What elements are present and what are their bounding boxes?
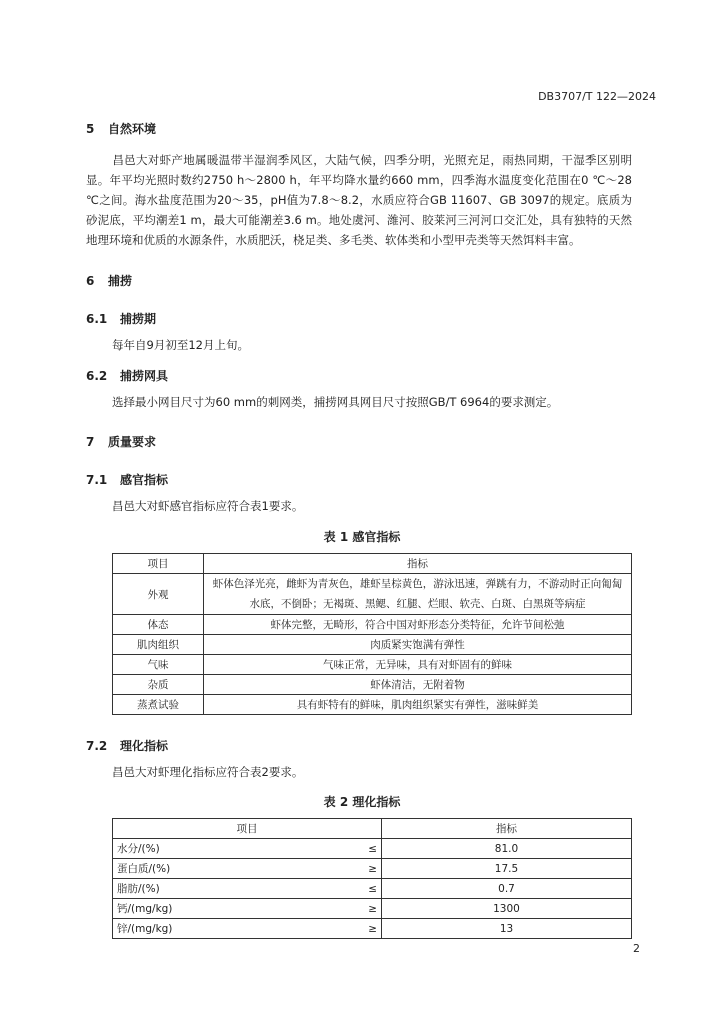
- value-cell: 1300: [382, 899, 632, 919]
- table-2-caption: 表 2 理化指标: [323, 795, 401, 809]
- section-6-heading: [86, 272, 132, 289]
- section-7-1-heading: [86, 471, 168, 488]
- header-cell: 项目: [113, 819, 382, 839]
- section-number: 6.2: [86, 369, 108, 383]
- value-cell: 13: [382, 919, 632, 939]
- operator-cell: ≤: [327, 839, 382, 859]
- item-cell: 气味: [113, 655, 204, 675]
- section-title: 捕捞期: [120, 312, 157, 326]
- item-cell: 体态: [113, 615, 204, 635]
- table-row: [113, 574, 632, 615]
- item-cell: 蛋白质/(%): [113, 859, 328, 879]
- section-7-1-text: 昌邑大对虾感官指标应符合表1要求。: [112, 499, 304, 513]
- item-cell: 蒸煮试验: [113, 695, 204, 715]
- table-row: [113, 899, 632, 919]
- table-header-row: [113, 819, 632, 839]
- item-cell: 钙/(mg/kg): [113, 899, 328, 919]
- item-cell: 水分/(%): [113, 839, 328, 859]
- value-cell: 0.7: [382, 879, 632, 899]
- section-6-1-text: 每年自9月初至12月上旬。: [112, 338, 249, 352]
- table-row: [113, 695, 632, 715]
- section-number: 7.2: [86, 739, 108, 753]
- value-cell: 具有虾特有的鲜味，肌肉组织紧实有弹性，滋味鲜美: [204, 695, 632, 715]
- section-title: 捕捞网具: [120, 369, 169, 383]
- section-6-1-heading: [86, 310, 156, 327]
- table-row: [113, 859, 632, 879]
- operator-cell: ≥: [327, 919, 382, 939]
- section-5-heading: [86, 120, 156, 137]
- table-row: [113, 839, 632, 859]
- section-number: 5: [86, 122, 95, 136]
- item-cell: 外观: [113, 574, 204, 615]
- table-header-row: [113, 554, 632, 574]
- section-title: 自然环境: [108, 122, 157, 136]
- section-number: 6.1: [86, 312, 108, 326]
- item-cell: 脂肪/(%): [113, 879, 328, 899]
- header-cell: 项目: [113, 554, 204, 574]
- table-row: [113, 655, 632, 675]
- table-2-physicochemical: [112, 818, 632, 939]
- table-1-caption: 表 1 感官指标: [323, 530, 401, 544]
- value-cell: 81.0: [382, 839, 632, 859]
- value-cell: 气味正常，无异味，具有对虾固有的鲜味: [204, 655, 632, 675]
- item-cell: 锌/(mg/kg): [113, 919, 328, 939]
- table-row: [113, 879, 632, 899]
- section-title: 感官指标: [120, 473, 169, 487]
- section-number: 7.1: [86, 473, 108, 487]
- section-title: 理化指标: [120, 739, 169, 753]
- section-7-heading: [86, 433, 156, 450]
- table-row: [113, 635, 632, 655]
- value-cell: 虾体完整，无畸形，符合中国对虾形态分类特征，允许节间松弛: [204, 615, 632, 635]
- section-7-2-text: 昌邑大对虾理化指标应符合表2要求。: [112, 765, 304, 779]
- table-1-sensory: [112, 553, 632, 715]
- section-title: 捕捞: [108, 274, 133, 288]
- page-number: 2: [633, 942, 640, 955]
- value-cell: 虾体色泽光亮，雌虾为青灰色，雄虾呈棕黄色，游泳迅速，弹跳有力，不游动时正向匍匐水底，不倒卧；无褐斑、黑鳃、红腿、烂眼、软壳、白斑、白黑斑等病症: [204, 574, 632, 615]
- table-row: [113, 615, 632, 635]
- section-number: 6: [86, 274, 95, 288]
- operator-cell: ≥: [327, 899, 382, 919]
- section-6-2-heading: [86, 367, 168, 384]
- header-cell: 指标: [204, 554, 632, 574]
- header-cell: 指标: [382, 819, 632, 839]
- section-7-2-heading: [86, 737, 168, 754]
- paragraph-text: 昌邑大对虾产地属暖温带半湿润季风区，大陆气候，四季分明，光照充足，雨热同期，干湿季区别明显。年平均光照时数约2750 h～2800 h，年平均降水量约660 mm，四季海水温度变化范围在0 ℃～28 ℃之间。海水盐度范围为20～35，pH值为7.8～8.2，水质应符合GB 11607、GB 3097的规定。底质为砂泥底，平均潮差1 m，最大可能潮差3.6 m。地处虞河、潍河、胶莱河三河河口交汇处，具有独特的天然地理环境和优质的水源条件，水质肥沃，桡足类、多毛类、软体类和小型甲壳类等天然饵料丰富。: [86, 153, 632, 247]
- document-number: DB3707/T 122—2024: [538, 90, 656, 103]
- value-cell: 17.5: [382, 859, 632, 879]
- operator-cell: ≤: [327, 879, 382, 899]
- section-5-paragraph: [86, 150, 632, 250]
- operator-cell: ≥: [327, 859, 382, 879]
- item-cell: 肌肉组织: [113, 635, 204, 655]
- value-cell: 虾体清洁，无附着物: [204, 675, 632, 695]
- section-title: 质量要求: [108, 435, 157, 449]
- table-row: [113, 919, 632, 939]
- section-number: 7: [86, 435, 95, 449]
- table-row: [113, 675, 632, 695]
- value-cell: 肉质紧实饱满有弹性: [204, 635, 632, 655]
- item-cell: 杂质: [113, 675, 204, 695]
- section-6-2-text: 选择最小网目尺寸为60 mm的刺网类，捕捞网具网目尺寸按照GB/T 6964的要求测定。: [112, 395, 559, 409]
